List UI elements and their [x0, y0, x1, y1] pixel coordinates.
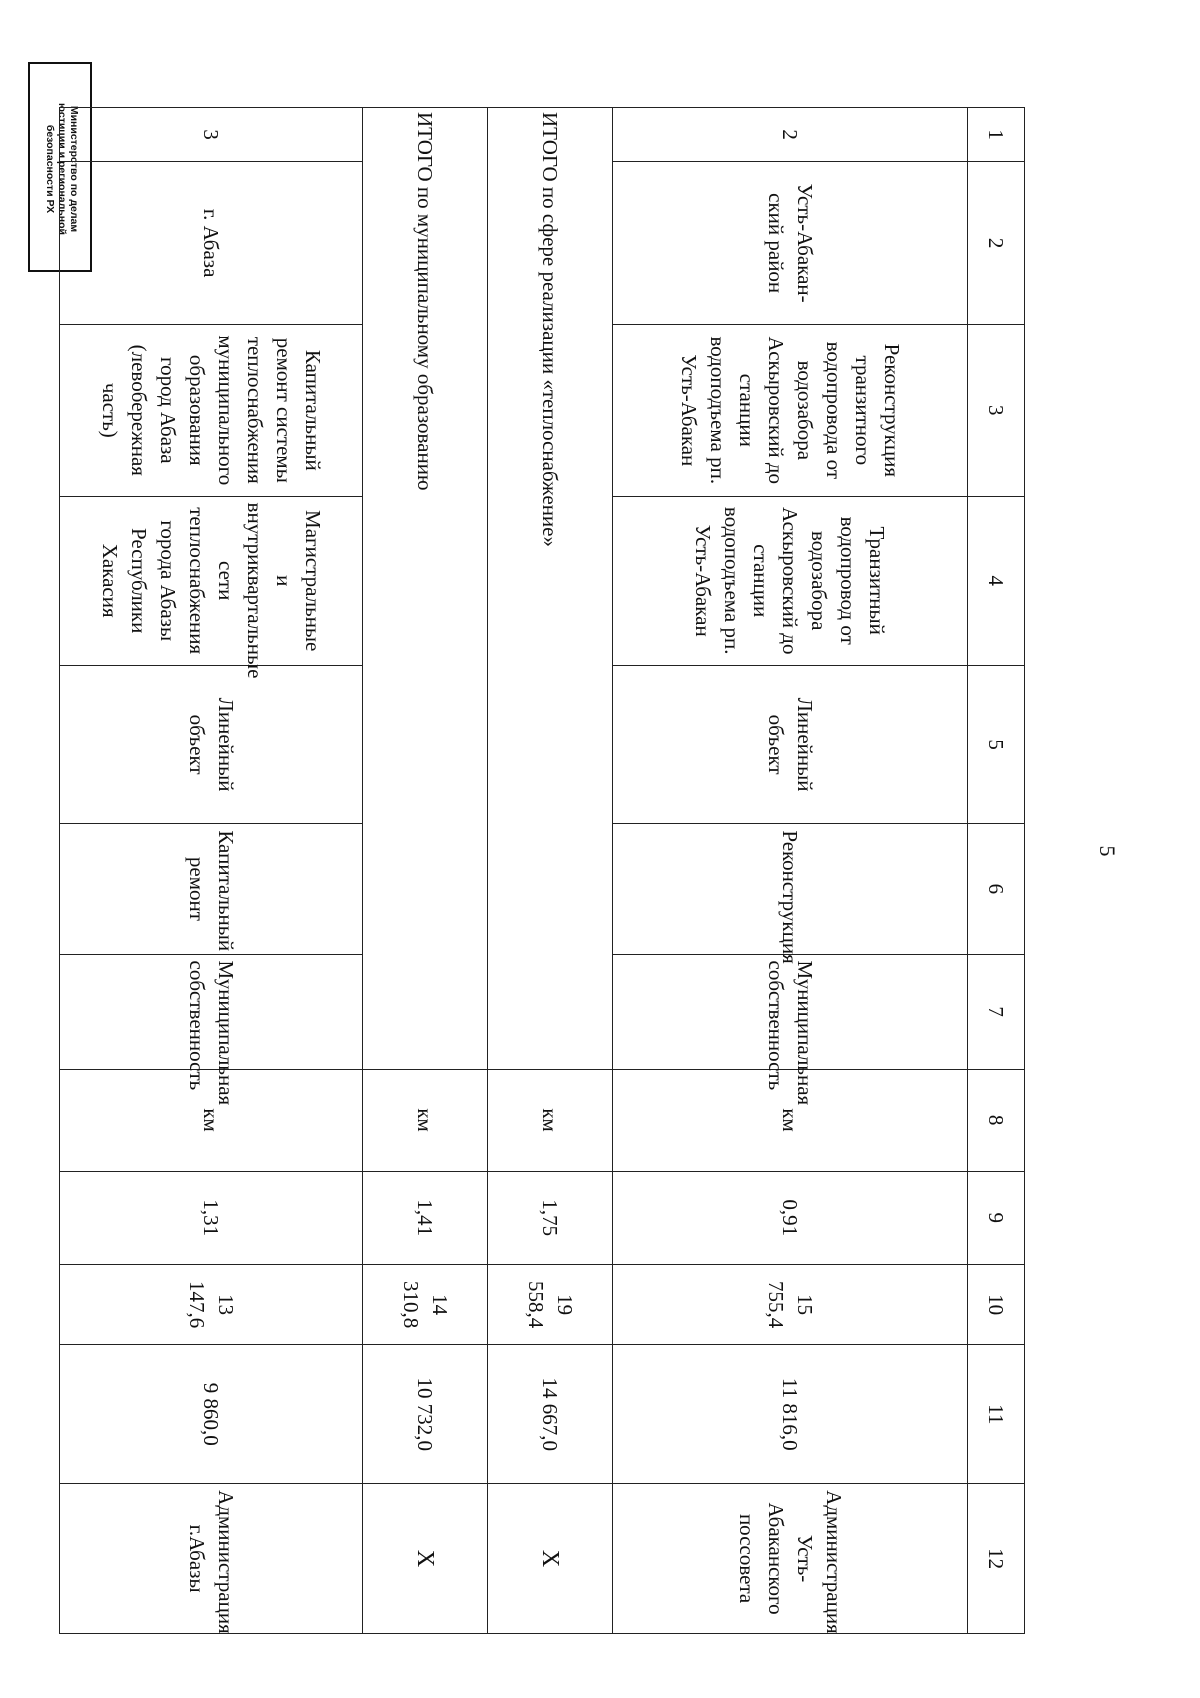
header-cell: 7	[968, 954, 1025, 1069]
unit-cell: км	[613, 1069, 968, 1171]
cost-cell: 10 732,0	[363, 1345, 488, 1484]
responsible-cell: Администрация Усть-Абаканского поссовета	[613, 1484, 968, 1634]
header-cell: 12	[968, 1484, 1025, 1634]
unit-cell: км	[60, 1069, 363, 1171]
header-cell: 8	[968, 1069, 1025, 1171]
unit-cell: км	[488, 1069, 613, 1171]
table-row	[60, 108, 363, 1634]
objects-table	[59, 107, 1025, 1634]
table-row	[488, 108, 613, 1634]
total-label: ИТОГО по сфере реализации «теплоснабжение»	[488, 108, 613, 1070]
table-sheet	[98, 107, 1025, 1634]
header-cell: 6	[968, 824, 1025, 954]
cost-cell: 9 860,0	[60, 1345, 363, 1484]
cost-cell: 15 755,4	[613, 1264, 968, 1344]
responsible-cell: Х	[363, 1484, 488, 1634]
cost-cell: 13 147,6	[60, 1264, 363, 1344]
header-cell: 1	[968, 108, 1025, 162]
responsible-cell: Администрация г.Абазы	[60, 1484, 363, 1634]
stamp-line: безопасности РХ	[44, 124, 56, 214]
work-type-cell: Капитальный ремонт	[60, 824, 363, 954]
object-type-cell: Линейный объект	[60, 665, 363, 823]
header-cell: 9	[968, 1171, 1025, 1264]
cost-cell: 14 310,8	[363, 1264, 488, 1344]
header-cell: 4	[968, 496, 1025, 665]
project-name-cell: Капитальный ремонт системы теплоснабжения муниципального образования город Абаза (левобережная часть)	[60, 325, 363, 496]
object-name-cell: Транзитный водопровод от водозабора Аскыровский до станции водоподъема рп. Усть-Абакан	[613, 496, 968, 665]
object-name-cell: Магистральные и внутриквартальные сети теплоснабжения города Абазы Республики Хакасия	[60, 496, 363, 665]
header-cell: 2	[968, 162, 1025, 325]
district-cell: Усть-Абакан-ский район	[613, 162, 968, 325]
quantity-cell: 1,31	[60, 1171, 363, 1264]
stamp-line: юстиции и региональной	[56, 103, 68, 235]
header-cell: 3	[968, 325, 1025, 496]
cost-cell: 14 667,0	[488, 1345, 613, 1484]
district-cell: г. Абаза	[60, 162, 363, 325]
row-number: 3	[60, 108, 363, 162]
quantity-cell: 0,91	[613, 1171, 968, 1264]
cost-cell: 19 558,4	[488, 1264, 613, 1344]
project-name-cell: Реконструкция транзитного водопровода от водозабора Аскыровский до станции водоподъема рп. Усть-Абакан	[613, 325, 968, 496]
cost-cell: 11 816,0	[613, 1345, 968, 1484]
total-label: ИТОГО по муниципальному образованию	[363, 108, 488, 1070]
stamp-line: Министерство по делам	[68, 105, 80, 233]
responsible-cell: Х	[488, 1484, 613, 1634]
ownership-cell: Муниципальная собственность	[613, 954, 968, 1069]
page-number: 5	[1095, 845, 1120, 857]
table-row	[363, 108, 488, 1634]
header-cell: 10	[968, 1264, 1025, 1344]
quantity-cell: 1,75	[488, 1171, 613, 1264]
row-number: 2	[613, 108, 968, 162]
object-type-cell: Линейный объект	[613, 665, 968, 823]
work-type-cell: Реконструкция	[613, 824, 968, 954]
ownership-cell: Муниципальная собственность	[60, 954, 363, 1069]
quantity-cell: 1,41	[363, 1171, 488, 1264]
unit-cell: км	[363, 1069, 488, 1171]
header-cell: 5	[968, 665, 1025, 823]
header-row	[968, 108, 1025, 1634]
table-row	[613, 108, 968, 1634]
header-cell: 11	[968, 1345, 1025, 1484]
